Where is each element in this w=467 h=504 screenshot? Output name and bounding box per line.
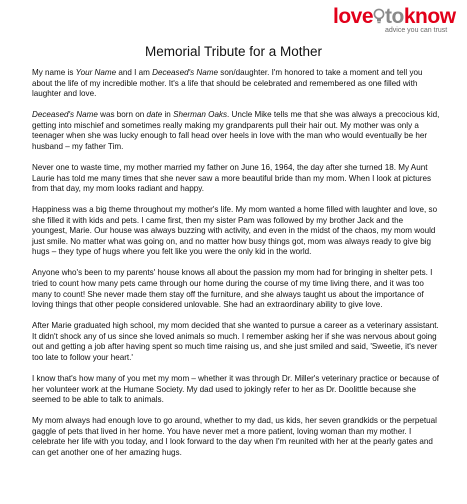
logo-tagline: advice you can trust <box>385 27 448 34</box>
placeholder-your-name: Your Name <box>75 68 117 77</box>
paragraph-pets: Anyone who's been to my parents' house knows all about the passion my mom had for bringing in shelter pets. I tried to count how many pets came through our home during the course of my time living there, and it was too many to count! She never made them stay off the furniture, and she always taught us about the importance of loving things that other people considered unlovable. She had an extraordinary ability to give love. <box>32 268 433 310</box>
placeholder-deceased-name: Deceased's Name <box>152 68 219 77</box>
paragraph-closing: My mom always had enough love to go around, whether to my dad, us kids, her seven grandkids or the perpetual gaggle of pets that lived in her home. You have never met a more patient, loving woman than my mother. I celebrate her life with you today, and I look forward to the day when I'm reunited with her at the pearly gates and can get another one of her amazing hugs. <box>32 416 437 457</box>
paragraph-text: in <box>162 110 174 120</box>
paragraph-happiness: Happiness was a big theme throughout my mother's life. My mom wanted a home filled with laughter and love, so she filled it with kids and pets. I came first, then my sister Pam was followed by my brother Jack and the youngest, Marie. Our house was always buzzing with activity, and even in the midst of the chaos, my mom would just smile. No matter what was going on, and no matter how busy things got, mom was always ready to give big hugs – they type of hugs where you felt like you were the only kid in the world. <box>32 205 438 257</box>
tribute-body <box>32 68 440 469</box>
logo-love: love <box>333 5 374 28</box>
placeholder-place: Sherman Oaks <box>173 110 228 120</box>
paragraph-marriage: Never one to waste time, my mother married my father on June 16, 1964, the day after she turned 18. My Aunt Laurie has told me many times that she never saw a more beautiful bride than my mom. When I look at pictures from that day, my mom looks radiant and happy. <box>32 162 432 194</box>
placeholder-deceased-name: Deceased's Name <box>32 110 98 120</box>
placeholder-date: date <box>146 110 163 120</box>
lovetoknow-logo <box>333 5 456 40</box>
paragraph-career: After Marie graduated high school, my mom decided that she wanted to pursue a career as a veterinary assistant. It didn't shock any of us since she loved animals so much. I remember asking her if she was nervous about going out and getting a job after having spent so much time raising us, and she just smiled and said, 'Sweetie, it's never too late to follow your heart.' <box>32 321 439 363</box>
paragraph-text: and I am <box>116 68 153 77</box>
logo-wordmark <box>333 5 456 28</box>
paragraph-birth <box>32 110 440 152</box>
logo-to: to <box>385 5 404 28</box>
paragraph-text: was born on <box>97 110 147 120</box>
paragraph-veterinary: I know that's how many of you met my mom – whether it was through Dr. Miller's veterinary practice or because of her volunteer work at the Humane Society. My dad used to jokingly refer to her as Dr. Doolittle because she seemed to be able to talk to animals. <box>32 374 440 405</box>
paragraph-text: son/daughter. I'm honored to take a moment and tell you about the life of my incredible mother. It's a life that should be celebrated and remembered as one filled with laughter and love. <box>32 68 423 99</box>
paragraph-intro <box>32 68 440 100</box>
paragraph-text: My name is <box>32 68 76 77</box>
lightbulb-icon <box>373 8 385 24</box>
logo-know: know <box>403 5 456 28</box>
paragraph-text: . Uncle Mike tells me that she was always a precocious kid, getting into mischief and sometimes really making my grandparents pull their hair out. My mother was only a teenager when she was lucky enough to fall head over heels in love with the man who would eventually be her husband – my father Tim. <box>32 110 440 151</box>
page-title: Memorial Tribute for a Mother <box>144 44 323 59</box>
